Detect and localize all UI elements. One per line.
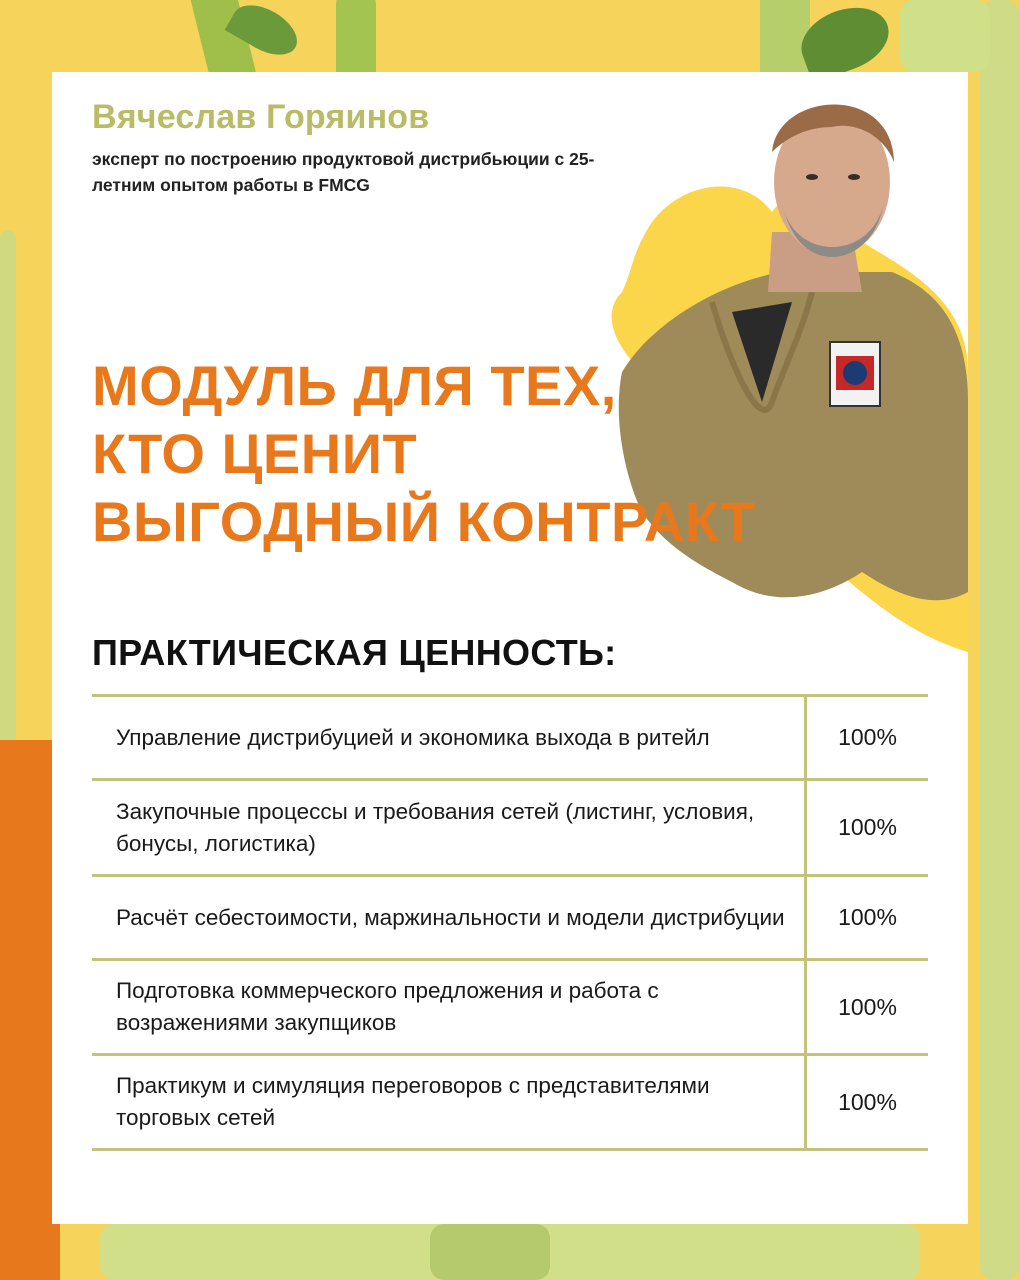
section-title: ПРАКТИЧЕСКАЯ ЦЕННОСТЬ: <box>92 632 617 673</box>
headline-line-1: МОДУЛЬ ДЛЯ ТЕХ, <box>92 354 617 417</box>
table-row <box>92 696 928 780</box>
row-label: Расчёт себестоимости, маржинальности и модели дистрибуции <box>92 876 806 960</box>
table-row <box>92 876 928 960</box>
headline-line-3: ВЫГОДНЫЙ КОНТРАКТ <box>92 490 756 553</box>
content-card <box>52 72 968 1224</box>
row-label: Закупочные процессы и требования сетей (листинг, условия, бонусы, логистика) <box>92 780 806 876</box>
table-row <box>92 1055 928 1150</box>
row-value: 100% <box>806 1055 929 1150</box>
headline-line-2: КТО ЦЕНИТ <box>92 422 418 485</box>
row-value: 100% <box>806 876 929 960</box>
row-value: 100% <box>806 960 929 1055</box>
author-subtitle: эксперт по построению продуктовой дистрибьюции с 25-летним опытом работы в FMCG <box>92 149 595 195</box>
row-value: 100% <box>806 780 929 876</box>
row-label: Управление дистрибуцией и экономика выхода в ритейл <box>92 696 806 780</box>
value-table <box>92 694 928 1151</box>
row-label: Практикум и симуляция переговоров с представителями торговых сетей <box>92 1055 806 1150</box>
author-name: Вячеслав Горяинов <box>92 98 430 136</box>
orange-accent-block <box>0 740 60 1280</box>
row-label: Подготовка коммерческого предложения и работа с возражениями закупщиков <box>92 960 806 1055</box>
headline <box>92 352 812 556</box>
table-row <box>92 780 928 876</box>
row-value: 100% <box>806 696 929 780</box>
table-row <box>92 960 928 1055</box>
